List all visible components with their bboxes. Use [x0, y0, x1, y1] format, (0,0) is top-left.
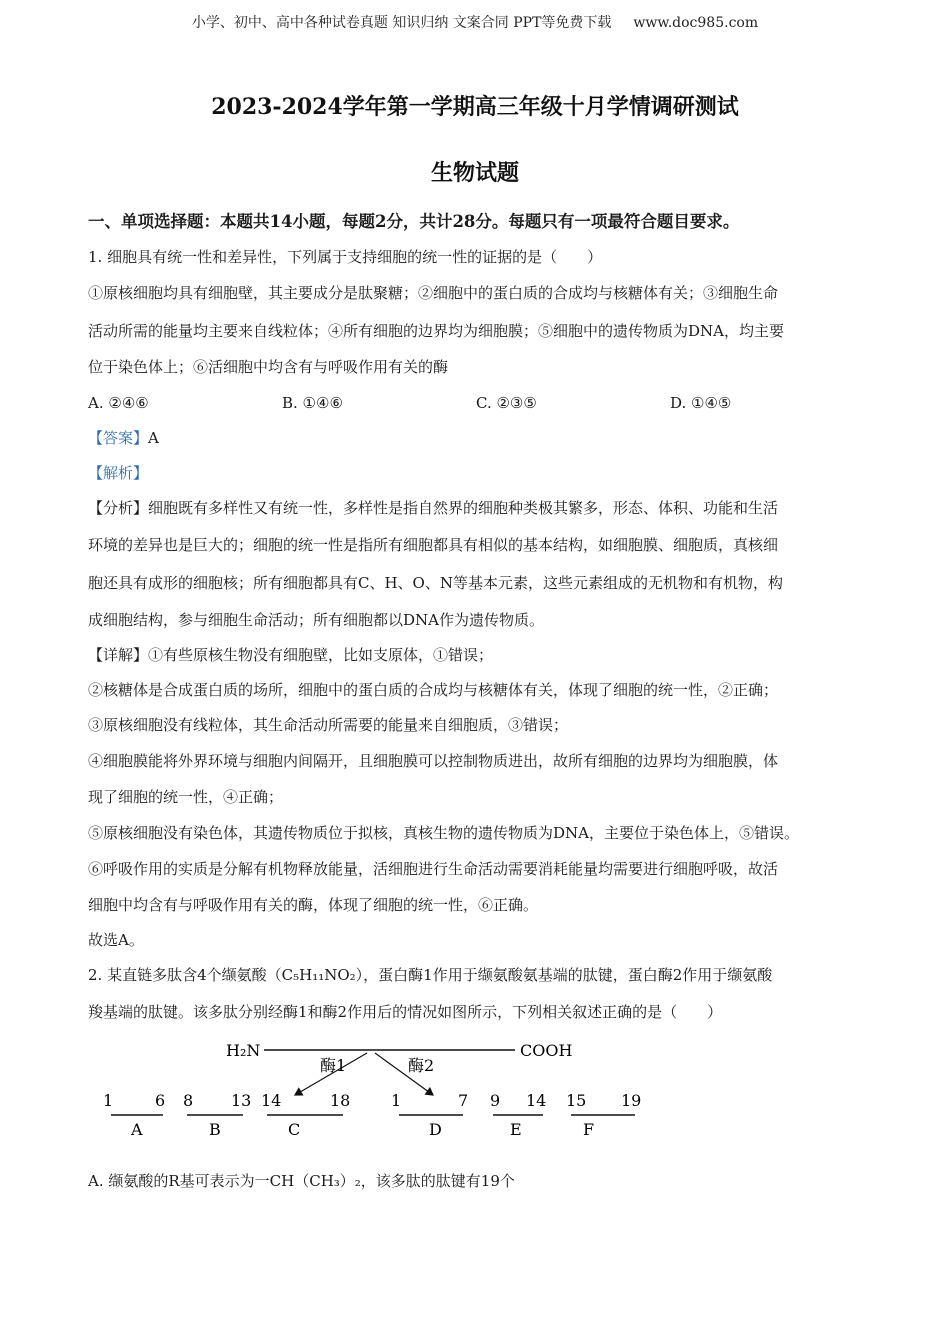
fragment-label: B [209, 1120, 221, 1139]
q1-option-d[interactable]: D. ①④⑤ [670, 394, 732, 412]
exam-title: 2023-2024学年第一学期高三年级十月学情调研测试 [211, 94, 739, 120]
fragment-b [183, 1091, 251, 1139]
detail-label: 【详解】 [88, 646, 149, 664]
detail-line: 细胞中均含有与呼吸作用有关的酶，体现了细胞的统一性，⑥正确。 [88, 896, 539, 914]
fragment-start: 9 [490, 1091, 501, 1110]
fragment-end: 19 [621, 1091, 642, 1110]
detail-line: ③原核细胞没有线粒体，其生命活动所需要的能量来自细胞质，③错误； [88, 716, 569, 734]
fenxi-label: 【分析】 [88, 499, 149, 517]
detail-text: ①有些原核生物没有细胞壁，比如支原体，①错误； [148, 646, 494, 664]
detail-line: ④细胞膜能将外界环境与细胞内间隔开，且细胞膜可以控制物质进出，故所有细胞的边界均为细胞膜，体 [88, 752, 779, 770]
fragment-start: 14 [261, 1091, 282, 1110]
q2-option-a[interactable]: A. 缬氨酸的R基可表示为一CH（CH₃）₂，该多肽的肽键有19个 [88, 1172, 515, 1190]
fenxi-line: 环境的差异也是巨大的；细胞的统一性是指所有细胞都具有相似的基本结构，如细胞膜、细胞质，真核细 [88, 536, 779, 554]
fragment-label: F [583, 1120, 595, 1139]
section-heading: 一、单项选择题：本题共14小题，每题2分，共计28分。每题只有一项最符合题目要求。 [88, 212, 740, 231]
fragment-end: 18 [330, 1091, 351, 1110]
fragment-label: C [288, 1120, 301, 1139]
detail-line: ⑥呼吸作用的实质是分解有机物释放能量，活细胞进行生命活动需要消耗能量均需要进行细胞呼吸，故活 [88, 860, 779, 878]
q1-stem: 1. 细胞具有统一性和差异性，下列属于支持细胞的统一性的证据的是（ ） [88, 248, 603, 266]
detail-line [88, 644, 878, 666]
enzyme1-label: 酶1 [320, 1056, 347, 1075]
c-terminus-label: COOH [520, 1041, 573, 1060]
q1-statement-line: 活动所需的能量均主要来自线粒体；④所有细胞的边界均为细胞膜；⑤细胞中的遗传物质为DNA，均主要 [88, 322, 784, 340]
fragment-start: 15 [566, 1091, 587, 1110]
peptide-diagram [95, 1033, 655, 1143]
q1-option-b[interactable]: B. ①④⑥ [282, 394, 343, 412]
q1-option-a[interactable]: A. ②④⑥ [88, 394, 149, 412]
detail-line: ⑤原核细胞没有染色体，其遗传物质位于拟核，真核生物的遗传物质为DNA，主要位于染色体上，⑤错误。 [88, 824, 799, 842]
analysis-label: 【解析】 [88, 464, 149, 482]
fenxi-line: 成细胞结构，参与细胞生命活动；所有细胞都以DNA作为遗传物质。 [88, 611, 544, 629]
n-terminus-label: H₂N [226, 1041, 261, 1060]
answer-label: 【答案】 [88, 429, 149, 447]
fragment-start: 8 [183, 1091, 194, 1110]
q1-option-c[interactable]: C. ②③⑤ [476, 394, 537, 412]
q1-statement-line: ①原核细胞均具有细胞壁，其主要成分是肽聚糖；②细胞中的蛋白质的合成均与核糖体有关；③细胞生命 [88, 284, 779, 302]
q2-stem: 2. 某直链多肽含4个缬氨酸（C₅H₁₁NO₂），蛋白酶1作用于缬氨酸氨基端的肽键，蛋白酶2作用于缬氨酸 [88, 966, 773, 984]
fragment-c [261, 1091, 350, 1139]
q1-answer [88, 427, 878, 449]
fenxi-line [88, 497, 878, 519]
answer-value: A [148, 429, 159, 447]
fragment-label: E [510, 1120, 522, 1139]
fragment-d [391, 1091, 468, 1139]
fragment-a [103, 1091, 165, 1139]
fenxi-text: 细胞既有多样性又有统一性，多样性是指自然界的细胞种类极其繁多，形态、体积、功能和生活 [148, 499, 779, 517]
q2-stem: 羧基端的肽键。该多肽分别经酶1和酶2作用后的情况如图所示，下列相关叙述正确的是（ ） [88, 1003, 723, 1021]
page-header [0, 12, 950, 32]
fragment-end: 7 [458, 1091, 469, 1110]
q1-statement-line: 位于染色体上；⑥活细胞中均含有与呼吸作用有关的酶 [88, 358, 449, 376]
fragment-end: 13 [231, 1091, 252, 1110]
fragment-label: A [131, 1120, 143, 1139]
detail-line: ②核糖体是合成蛋白质的场所，细胞中的蛋白质的合成均与核糖体有关，体现了细胞的统一性，②正确； [88, 681, 779, 699]
fragment-e [490, 1091, 546, 1139]
fragment-end: 6 [155, 1091, 166, 1110]
detail-line: 现了细胞的统一性，④正确； [88, 788, 284, 806]
conclusion: 故选A。 [88, 931, 144, 949]
exam-subtitle: 生物试题 [430, 160, 519, 186]
fragment-start: 1 [103, 1091, 114, 1110]
fenxi-line: 胞还具有成形的细胞核；所有细胞都具有C、H、O、N等基本元素，这些元素组成的无机物和有机物，构 [88, 574, 783, 592]
fragment-end: 14 [526, 1091, 547, 1110]
header-text: 小学、初中、高中各种试卷真题 知识归纳 文案合同 PPT等免费下载 [191, 15, 612, 31]
fragment-label: D [429, 1120, 442, 1139]
header-url[interactable]: www.doc985.com [633, 15, 759, 31]
enzyme2-label: 酶2 [408, 1056, 435, 1075]
fragment-start: 1 [391, 1091, 402, 1110]
fragment-f [566, 1091, 641, 1139]
